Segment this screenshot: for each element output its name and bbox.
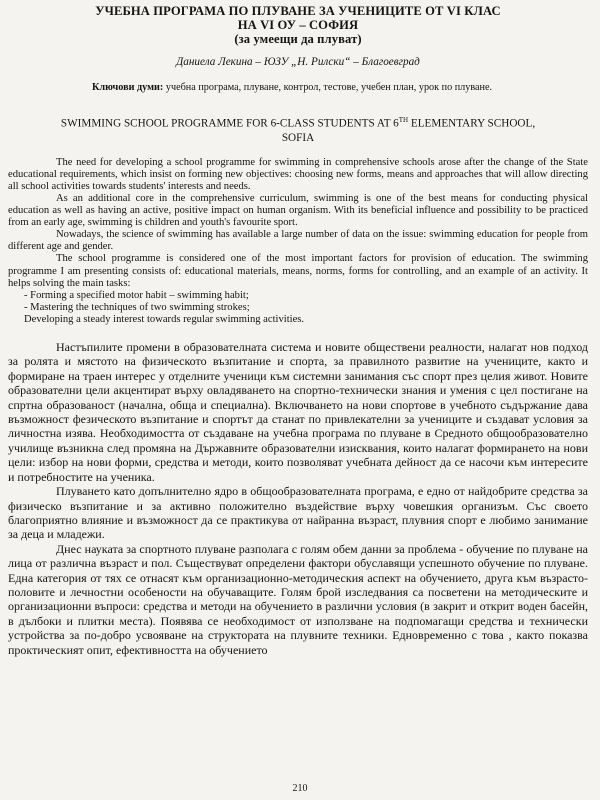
- title-en-line-2: SOFIA: [281, 131, 315, 144]
- title-en-line-1: [8, 113, 588, 131]
- keywords: [92, 82, 588, 93]
- bulgarian-body: [8, 340, 588, 657]
- title-en-line-1-text: SWIMMING SCHOOL PROGRAMME FOR 6-CLASS STUDENTS AT 6: [60, 117, 399, 130]
- en-list-item: - Forming a specified motor habit – swimming habit;: [24, 289, 249, 301]
- title-en-block: [8, 113, 588, 145]
- bg-paragraph: Настъпилите промени в образователната система и новите обществени реалности, налагат нов подход за ролята и мястото на физическото възпитание и спорта, за правилното развитие на учениците, както и формиране на траен интерес у отделните ученици към системни занимания със спорт през целия живот. Новите образователни цели акцентират върху овладяването на спортно-технически знания и умения с цел постигане на спртна образованост (начална, обща и специална). Включването на нови спортове в учебното съдържание дава възможност фезическото възпитание и спортът да станат по привлекателни за учениците и създават условия за личностна изява. Необходимостта от създаване на учебна програма по плуване в Средното общообразователно училище възникна след промяна на Държавните образователни изисквания, които налагат формирането на нови цели: избор на нови форми, средства и методи, които позволяват учебната дейност да се насочи към интересите и потребностите на ученика.: [8, 340, 588, 484]
- en-paragraph: The need for developing a school programme for swimming in comprehensive schools arose after the change of the State educational requirements, which insist on forming new objectives: choosing new forms, means and approaches that will allow directing all school activities towards students' interests and needs.: [8, 156, 588, 192]
- title-bg-line-2: НА VI ОУ – СОФИЯ: [237, 18, 359, 32]
- authors: Даниела Лекина – ЮЗУ „Н. Рилски“ – Благоевград: [176, 56, 420, 68]
- keywords-text: учебна програма, плуване, контрол, тестове, учебен план, урок по плуване.: [163, 82, 493, 93]
- keywords-label: Ключови думи:: [92, 82, 164, 93]
- en-paragraph: The school programme is considered one of the most important factors for provision of education. The swimming programme I am presenting consists of: educational materials, means, norms, forms for controlling, and an example of an activity. It helps solving the main tasks:: [8, 253, 588, 289]
- english-abstract: [8, 157, 588, 326]
- en-paragraph: Nowadays, the science of swimming has available a large number of data on the issue: swimming education for people from different age and gender.: [8, 229, 588, 253]
- en-list-item: Developing a steady interest towards regular swimming activities.: [24, 313, 305, 325]
- bg-paragraph: Днес науката за спортното плуване разполага с голям обем данни за проблема - обучение по плуване на лица от различна възраст и пол. Съществуват определени фактори обуславящи успешното обучение по плуване. Една категория от тях се отнасят към организационно-методическия аспект на обучението, друга към възрасто-половите и лечностни особености на обучаващите. Голям брой изследвания са посветени на методическите и организационни въпроси: средства и методи на обучението в различни условия (в закрит и открит воден басейн, в дълбоки и плитки места). Появява се необходимост от използване на подпомагащи средства и технически устройства за по-добро усвояване на структората на плувните техники. Едновременно с това , както показва проктическият опит, ефективността на обучението: [8, 541, 588, 657]
- title-bg-line-1: УЧЕБНА ПРОГРАМА ПО ПЛУВАНЕ ЗА УЧЕНИЦИТЕ ОТ VI КЛАС: [95, 4, 501, 18]
- page-number: 210: [292, 783, 308, 794]
- bg-paragraph: Плуването като допълнително ядро в общообразователната програма, е едно от найдобрите средства за физическо възпитание и за активно положително въздействие върху човешкия организъм. Със своето благоприятно влияние и възможност да се практикува от найранна възраст, плувния спорт е любимо занимание за деца и младежи.: [8, 484, 588, 542]
- title-en-line-1-end: ELEMENTARY SCHOOL,: [408, 117, 536, 130]
- en-paragraph: As an additional core in the comprehensive curriculum, swimming is one of the best means for conducting physical education as well as having an active, positive impact on human organism. With its beneficial influence and possibility to be practiced from an early age, swimming is children and youth's favourite sport.: [8, 193, 588, 229]
- title-en-superscript: TH: [398, 116, 409, 124]
- en-list-item: - Mastering the techniques of two swimming strokes;: [24, 301, 250, 313]
- title-bg-block: [8, 4, 588, 46]
- title-bg-line-3: (за умеещи да плуват): [234, 32, 362, 46]
